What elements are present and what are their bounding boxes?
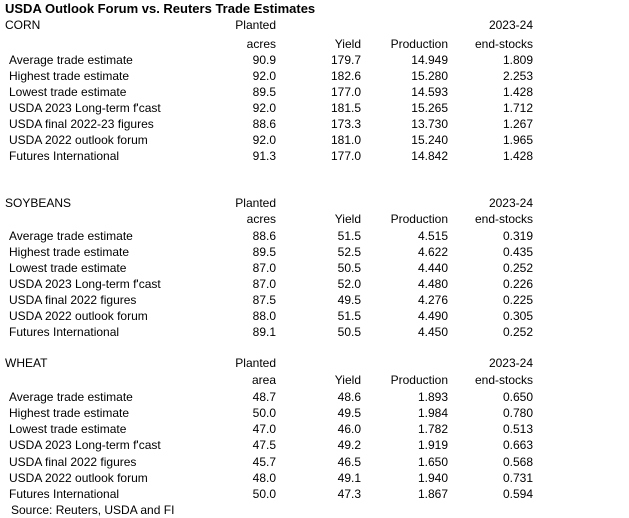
- header-planted-unit: acres: [246, 212, 276, 226]
- header-production: Production: [390, 37, 448, 51]
- table-row: [0, 100, 629, 116]
- table-row: [0, 437, 629, 453]
- header-end-stocks: end-stocks: [474, 37, 533, 51]
- cell-planted: 89.5: [252, 85, 276, 99]
- cell-planted: 50.0: [252, 406, 276, 420]
- cell-yield: 49.1: [337, 471, 361, 485]
- table-row: [0, 244, 629, 260]
- row-label: Futures International: [9, 149, 120, 163]
- cell-end-stocks: 0.226: [502, 277, 533, 291]
- row-label: USDA 2023 Long-term f'cast: [9, 277, 161, 291]
- row-label: Futures International: [9, 487, 120, 501]
- row-label: Average trade estimate: [9, 229, 133, 243]
- row-label: USDA 2023 Long-term f'cast: [9, 101, 161, 115]
- cell-end-stocks: 0.568: [502, 455, 533, 469]
- header-yield: Yield: [334, 37, 361, 51]
- cell-planted: 47.5: [252, 438, 276, 452]
- header-planted: Planted: [235, 356, 276, 370]
- row-label: USDA final 2022 figures: [9, 455, 137, 469]
- cell-yield: 173.3: [330, 117, 361, 131]
- row-label: USDA 2022 outlook forum: [9, 471, 148, 485]
- cell-planted: 87.0: [252, 261, 276, 275]
- table-row: [0, 405, 629, 421]
- table-row: [0, 486, 629, 502]
- cell-yield: 49.5: [337, 293, 361, 307]
- cell-production: 1.893: [417, 390, 448, 404]
- header-row-bottom: [0, 211, 629, 227]
- cell-end-stocks: 0.305: [502, 309, 533, 323]
- cell-planted: 88.6: [252, 229, 276, 243]
- cell-yield: 49.5: [337, 406, 361, 420]
- cell-production: 4.450: [417, 325, 448, 339]
- cell-end-stocks: 0.594: [502, 487, 533, 501]
- cell-yield: 181.5: [330, 101, 361, 115]
- table-row: [0, 389, 629, 405]
- cell-yield: 47.3: [337, 487, 361, 501]
- cell-production: 15.280: [411, 69, 448, 83]
- cell-planted: 50.0: [252, 487, 276, 501]
- cell-yield: 179.7: [330, 53, 361, 67]
- cell-end-stocks: 0.731: [502, 471, 533, 485]
- cell-yield: 177.0: [330, 149, 361, 163]
- row-label: Futures International: [9, 325, 120, 339]
- cell-planted: 89.1: [252, 325, 276, 339]
- cell-planted: 92.0: [252, 133, 276, 147]
- header-planted: Planted: [235, 18, 276, 32]
- cell-production: 14.593: [411, 85, 448, 99]
- cell-production: 4.276: [417, 293, 448, 307]
- cell-production: 15.240: [411, 133, 448, 147]
- cell-yield: 182.6: [330, 69, 361, 83]
- source-note: Source: Reuters, USDA and FI: [11, 503, 175, 517]
- table-row: [0, 132, 629, 148]
- cell-end-stocks: 0.435: [502, 245, 533, 259]
- cell-production: 14.949: [411, 53, 448, 67]
- header-end-stocks: end-stocks: [474, 373, 533, 387]
- cell-yield: 46.5: [337, 455, 361, 469]
- row-label: Lowest trade estimate: [9, 85, 127, 99]
- cell-end-stocks: 2.253: [502, 69, 533, 83]
- section-name: SOYBEANS: [5, 196, 72, 210]
- cell-yield: 51.5: [337, 229, 361, 243]
- header-row-bottom: [0, 372, 629, 388]
- header-stocks-year: 2023-24: [488, 18, 533, 32]
- header-planted-unit: acres: [246, 37, 276, 51]
- cell-yield: 46.0: [337, 422, 361, 436]
- cell-yield: 49.2: [337, 438, 361, 452]
- cell-end-stocks: 1.712: [502, 101, 533, 115]
- cell-production: 13.730: [411, 117, 448, 131]
- cell-planted: 88.6: [252, 117, 276, 131]
- table-row: [0, 148, 629, 164]
- row-label: USDA final 2022 figures: [9, 293, 137, 307]
- cell-production: 14.842: [411, 149, 448, 163]
- header-row-top: [0, 17, 629, 33]
- cell-production: 1.984: [417, 406, 448, 420]
- row-label: USDA 2022 outlook forum: [9, 133, 148, 147]
- cell-production: 15.265: [411, 101, 448, 115]
- row-label: Highest trade estimate: [9, 69, 130, 83]
- header-row-top: [0, 195, 629, 211]
- header-row-bottom: [0, 36, 629, 52]
- header-production: Production: [390, 212, 448, 226]
- row-label: Highest trade estimate: [9, 406, 130, 420]
- row-label: Average trade estimate: [9, 53, 133, 67]
- cell-production: 4.622: [417, 245, 448, 259]
- header-yield: Yield: [334, 212, 361, 226]
- row-label: Highest trade estimate: [9, 245, 130, 259]
- cell-end-stocks: 1.809: [502, 53, 533, 67]
- row-label: Average trade estimate: [9, 390, 133, 404]
- cell-end-stocks: 1.428: [502, 149, 533, 163]
- cell-production: 1.650: [417, 455, 448, 469]
- section-name: WHEAT: [5, 356, 48, 370]
- cell-yield: 52.0: [337, 277, 361, 291]
- section-name: CORN: [5, 18, 41, 32]
- table-row: [0, 68, 629, 84]
- cell-production: 1.782: [417, 422, 448, 436]
- row-label: USDA 2023 Long-term f'cast: [9, 438, 161, 452]
- cell-planted: 92.0: [252, 101, 276, 115]
- cell-production: 4.480: [417, 277, 448, 291]
- cell-end-stocks: 0.252: [502, 261, 533, 275]
- table-row: [0, 116, 629, 132]
- cell-planted: 92.0: [252, 69, 276, 83]
- cell-planted: 89.5: [252, 245, 276, 259]
- cell-yield: 181.0: [330, 133, 361, 147]
- cell-end-stocks: 0.780: [502, 406, 533, 420]
- table-row: [0, 292, 629, 308]
- table-row: [0, 260, 629, 276]
- table-row: [0, 276, 629, 292]
- header-row-top: [0, 355, 629, 371]
- page-title: USDA Outlook Forum vs. Reuters Trade Estimates: [5, 1, 316, 16]
- cell-end-stocks: 0.650: [502, 390, 533, 404]
- cell-end-stocks: 1.267: [502, 117, 533, 131]
- cell-planted: 87.5: [252, 293, 276, 307]
- row-label: USDA 2022 outlook forum: [9, 309, 148, 323]
- cell-end-stocks: 0.663: [502, 438, 533, 452]
- header-stocks-year: 2023-24: [488, 196, 533, 210]
- table-row: [0, 308, 629, 324]
- cell-yield: 48.6: [337, 390, 361, 404]
- cell-planted: 48.7: [252, 390, 276, 404]
- cell-planted: 90.9: [252, 53, 276, 67]
- cell-production: 1.867: [417, 487, 448, 501]
- header-planted: Planted: [235, 196, 276, 210]
- cell-production: 4.515: [417, 229, 448, 243]
- header-stocks-year: 2023-24: [488, 356, 533, 370]
- cell-production: 1.940: [417, 471, 448, 485]
- cell-end-stocks: 0.225: [502, 293, 533, 307]
- table-row: [0, 228, 629, 244]
- cell-planted: 91.3: [252, 149, 276, 163]
- cell-end-stocks: 0.513: [502, 422, 533, 436]
- header-yield: Yield: [334, 373, 361, 387]
- cell-production: 4.440: [417, 261, 448, 275]
- cell-end-stocks: 0.252: [502, 325, 533, 339]
- row-label: Lowest trade estimate: [9, 261, 127, 275]
- cell-end-stocks: 0.319: [502, 229, 533, 243]
- table-row: [0, 52, 629, 68]
- cell-production: 1.919: [417, 438, 448, 452]
- row-label: Lowest trade estimate: [9, 422, 127, 436]
- header-end-stocks: end-stocks: [474, 212, 533, 226]
- cell-yield: 52.5: [337, 245, 361, 259]
- row-label: USDA final 2022-23 figures: [9, 117, 154, 131]
- cell-production: 4.490: [417, 309, 448, 323]
- cell-planted: 45.7: [252, 455, 276, 469]
- cell-end-stocks: 1.965: [502, 133, 533, 147]
- cell-planted: 88.0: [252, 309, 276, 323]
- cell-yield: 50.5: [337, 325, 361, 339]
- table-row: [0, 84, 629, 100]
- cell-yield: 177.0: [330, 85, 361, 99]
- table-row: [0, 421, 629, 437]
- header-production: Production: [390, 373, 448, 387]
- cell-yield: 50.5: [337, 261, 361, 275]
- cell-planted: 47.0: [252, 422, 276, 436]
- cell-planted: 48.0: [252, 471, 276, 485]
- cell-planted: 87.0: [252, 277, 276, 291]
- cell-yield: 51.5: [337, 309, 361, 323]
- cell-end-stocks: 1.428: [502, 85, 533, 99]
- table-row: [0, 470, 629, 486]
- table-row: [0, 454, 629, 470]
- header-planted-unit: area: [251, 373, 276, 387]
- table-row: [0, 324, 629, 340]
